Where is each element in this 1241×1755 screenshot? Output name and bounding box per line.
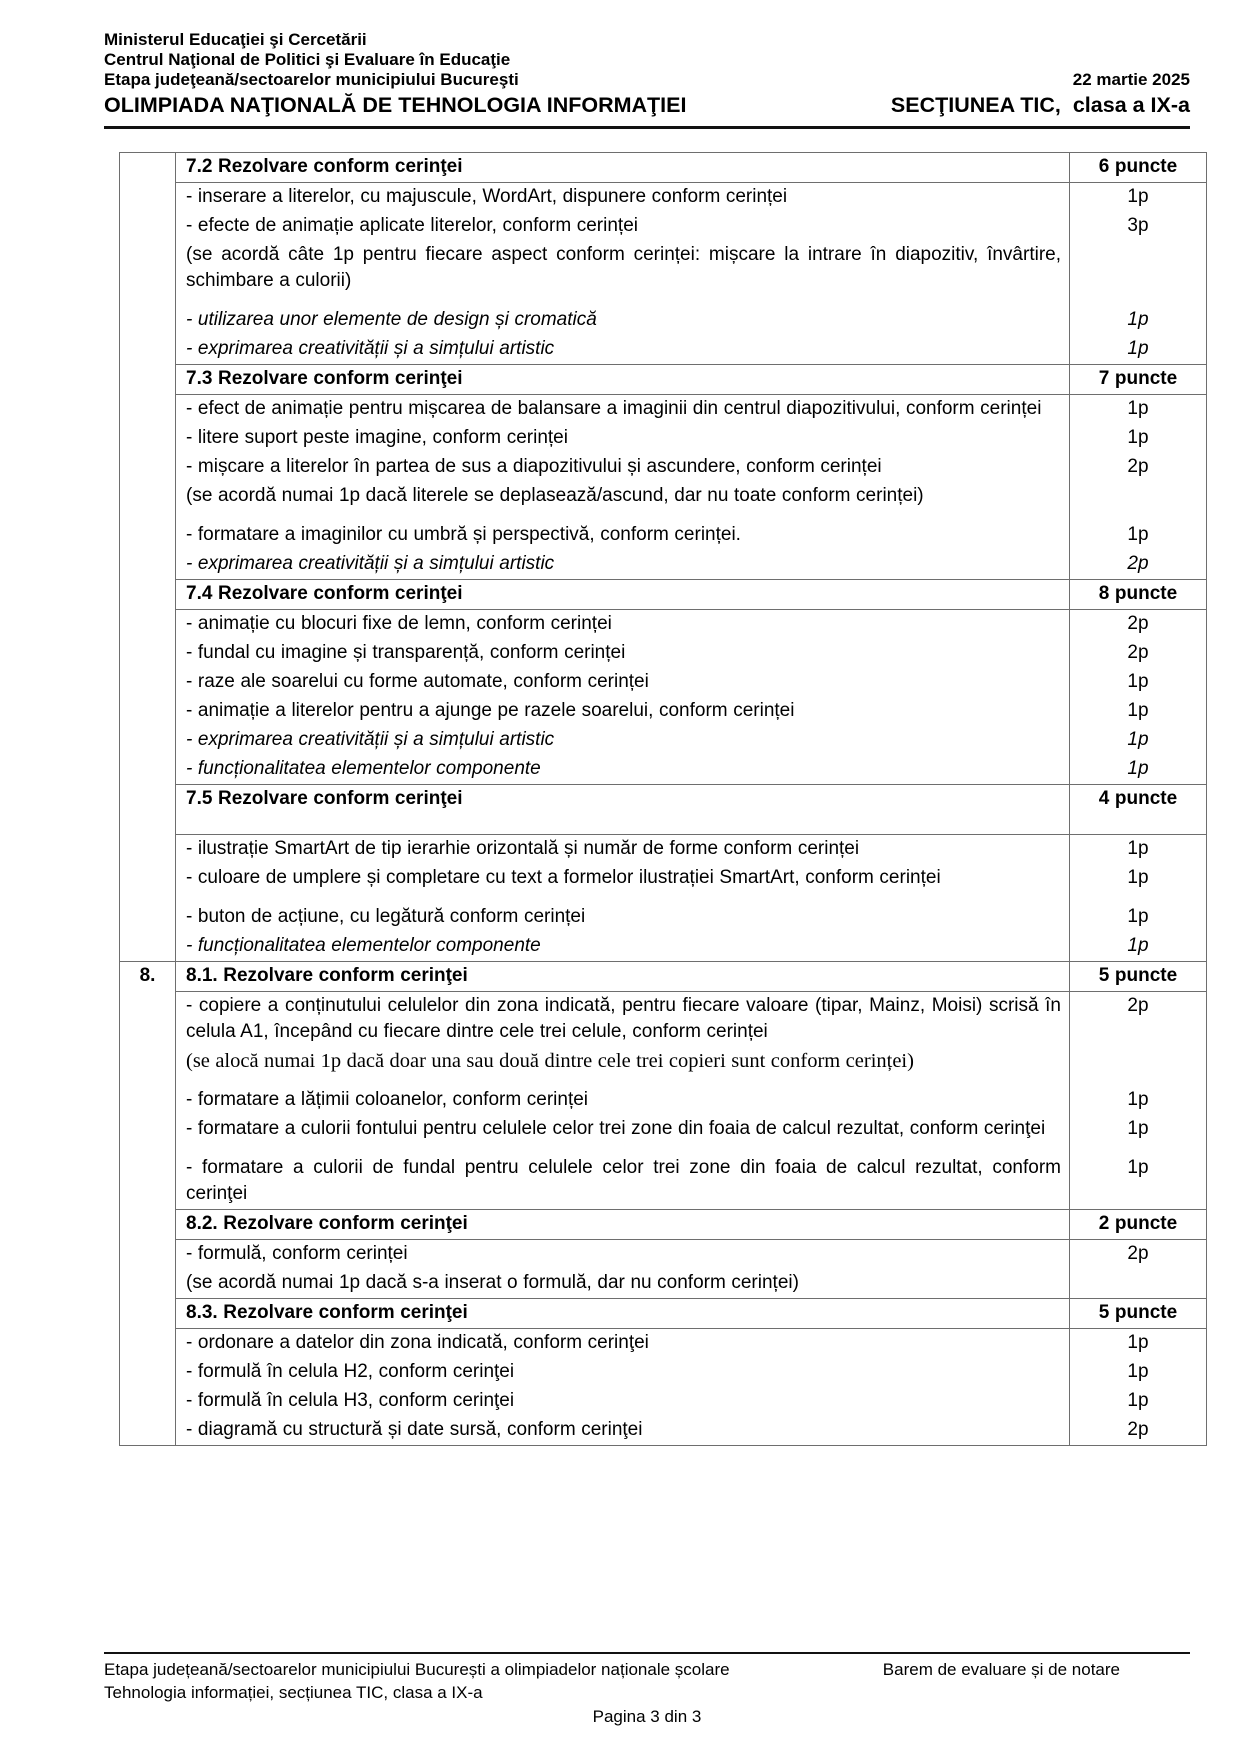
task-number-empty [120, 1329, 176, 1359]
criterion-row [120, 183, 1207, 213]
criterion-text: - utilizarea unor elemente de design și cromatică [186, 309, 597, 330]
criterion-row [120, 453, 1207, 482]
criterion-points: 1p [1070, 932, 1207, 962]
task-number-empty [120, 726, 176, 755]
criterion-row [120, 1115, 1207, 1144]
criterion-points: 2p [1070, 639, 1207, 668]
criterion-text: (se acordă numai 1p dacă literele se deplasează/ascund, dar nu toate conform cerinței) [186, 485, 924, 506]
criterion-text: - efecte de animație aplicate literelor, conform cerinței [186, 215, 638, 236]
criterion-text: - copiere a conținutului celulelor din zona indicată, pentru fiecare valoare (tipar, Mainz, Moisi) scrisă în celula A1, începând cu fiecare dintre cele trei celule, conform cerinței [186, 995, 1061, 1042]
task-number [120, 365, 176, 395]
section-title: 8.1. Rezolvare conform cerinţei [176, 962, 1070, 992]
criterion-row [120, 755, 1207, 785]
header-rule [104, 126, 1190, 129]
task-number-empty [120, 395, 176, 425]
section-points: 7 puncte [1070, 365, 1207, 395]
task-number-empty [120, 835, 176, 865]
criterion-points: 1p [1070, 1387, 1207, 1416]
criterion-points [1070, 482, 1207, 511]
criterion-row [120, 835, 1207, 865]
criterion-row [120, 424, 1207, 453]
criterion-points: 1p [1070, 395, 1207, 425]
criterion-text: (se acordă câte 1p pentru fiecare aspect conform cerinței: mișcare la intrare în diapozitiv, învârtire, schimbare a culorii) [186, 244, 1061, 291]
criterion-points [1070, 241, 1207, 296]
criterion-text: - litere suport peste imagine, conform cerinței [186, 427, 568, 448]
criterion-text: - diagramă cu structură și date sursă, conform cerinţei [186, 1419, 643, 1440]
criterion-row [120, 1144, 1207, 1210]
section-points: 6 puncte [1070, 153, 1207, 183]
section-points: 5 puncte [1070, 1299, 1207, 1329]
task-number: 8. [120, 962, 176, 992]
criterion-points: 1p [1070, 1358, 1207, 1387]
section-points: 4 puncte [1070, 785, 1207, 835]
criterion-text: - ordonare a datelor din zona indicată, conform cerinţei [186, 1332, 649, 1353]
section-header-row [120, 365, 1207, 395]
criterion-row [120, 610, 1207, 640]
date-label: 22 martie 2025 [1072, 70, 1190, 89]
criterion-row [120, 697, 1207, 726]
criterion-row [120, 335, 1207, 365]
section-points: 8 puncte [1070, 580, 1207, 610]
criterion-row [120, 550, 1207, 580]
section-points: 2 puncte [1070, 1210, 1207, 1240]
criterion-text: - exprimarea creativității și a simțului artistic [186, 338, 555, 359]
criterion-text: - ilustrație SmartArt de tip ierarhie orizontală și număr de forme conform cerinței [186, 838, 860, 859]
document-footer [104, 1652, 1190, 1728]
criterion-points [1070, 1047, 1207, 1076]
criterion-row [120, 212, 1207, 241]
criterion-points: 1p [1070, 424, 1207, 453]
section-header-row [120, 153, 1207, 183]
criterion-text: - exprimarea creativității și a simțului artistic [186, 729, 555, 750]
section-header-row [120, 580, 1207, 610]
section-header-row [120, 785, 1207, 835]
criterion-row [120, 992, 1207, 1048]
criterion-text: - culoare de umplere și completare cu text a formelor ilustrației SmartArt, conform cerinței [186, 867, 941, 888]
document-header [104, 30, 1190, 129]
task-number-empty [120, 1115, 176, 1144]
criterion-text: - exprimarea creativității și a simțului artistic [186, 553, 555, 574]
task-number-empty [120, 335, 176, 365]
criterion-points: 1p [1070, 1076, 1207, 1115]
criterion-points: 1p [1070, 668, 1207, 697]
criterion-row [120, 864, 1207, 893]
scoring-table [119, 152, 1207, 1446]
criterion-points: 2p [1070, 550, 1207, 580]
task-number-empty [120, 1240, 176, 1270]
criterion-points: 1p [1070, 511, 1207, 550]
criterion-row [120, 668, 1207, 697]
task-number-empty [120, 992, 176, 1048]
section-header-row [120, 1299, 1207, 1329]
olympiad-title: OLIMPIADA NAŢIONALĂ DE TEHNOLOGIA INFORMAŢIEI [104, 93, 687, 117]
criterion-text: - inserare a literelor, cu majuscule, WordArt, dispunere conform cerinței [186, 186, 788, 207]
section-class-label: SECŢIUNEA TIC, clasa a IX-a [890, 93, 1190, 117]
criterion-text: - formulă în celula H2, conform cerinţei [186, 1361, 515, 1382]
criterion-points: 1p [1070, 726, 1207, 755]
task-number-empty [120, 755, 176, 785]
criterion-text: - formulă în celula H3, conform cerinţei [186, 1390, 515, 1411]
task-number [120, 580, 176, 610]
criterion-row [120, 241, 1207, 296]
criterion-points: 1p [1070, 1329, 1207, 1359]
criterion-text: - animație cu blocuri fixe de lemn, conform cerinței [186, 613, 612, 634]
criterion-text: - mișcare a literelor în partea de sus a diapozitivului și ascundere, conform cerinței [186, 456, 882, 477]
task-number-empty [120, 1144, 176, 1210]
task-number [120, 1299, 176, 1329]
task-number [120, 785, 176, 835]
task-number [120, 1210, 176, 1240]
ministry-name: Ministerul Educaţiei şi Cercetării [104, 30, 367, 49]
task-number-empty [120, 1076, 176, 1115]
task-number-empty [120, 1358, 176, 1387]
criterion-text: - fundal cu imagine și transparență, conform cerinței [186, 642, 626, 663]
criterion-points: 1p [1070, 697, 1207, 726]
task-number-empty [120, 453, 176, 482]
task-number-empty [120, 482, 176, 511]
task-number-empty [120, 610, 176, 640]
footer-barem-label: Barem de evaluare și de notare [882, 1660, 1120, 1679]
criterion-row [120, 893, 1207, 932]
criterion-text: - formatare a culorii fontului pentru celulele celor trei zone din foaia de calcul rezultat, conform cerinţei [186, 1118, 1046, 1139]
section-title: 7.3 Rezolvare conform cerinţei [176, 365, 1070, 395]
section-title: 8.3. Rezolvare conform cerinţei [176, 1299, 1070, 1329]
footer-subject-line: Tehnologia informației, secțiunea TIC, clasa a IX-a [104, 1683, 483, 1702]
section-title: 7.2 Rezolvare conform cerinţei [176, 153, 1070, 183]
criterion-points: 2p [1070, 992, 1207, 1048]
criterion-text: - raze ale soarelui cu forme automate, conform cerinței [186, 671, 649, 692]
criterion-text: (se alocă numai 1p dacă doar una sau două dintre cele trei copieri sunt conform cerinței) [186, 1050, 914, 1072]
criterion-points: 1p [1070, 1144, 1207, 1210]
criterion-text: - formatare a culorii de fundal pentru celulele celor trei zone din foaia de calcul rezultat, conform cerinţei [186, 1157, 1061, 1204]
task-number-empty [120, 864, 176, 893]
task-number-empty [120, 183, 176, 213]
task-number-empty [120, 1416, 176, 1446]
criterion-row [120, 395, 1207, 425]
criterion-row [120, 296, 1207, 335]
criterion-row [120, 639, 1207, 668]
criterion-row [120, 1358, 1207, 1387]
task-number-empty [120, 893, 176, 932]
task-number-empty [120, 241, 176, 296]
center-name: Centrul Naţional de Politici şi Evaluare în Educaţie [104, 50, 511, 69]
criterion-row [120, 1076, 1207, 1115]
criterion-points: 1p [1070, 335, 1207, 365]
criterion-points: 1p [1070, 183, 1207, 213]
criterion-points: 2p [1070, 610, 1207, 640]
section-title: 8.2. Rezolvare conform cerinţei [176, 1210, 1070, 1240]
criterion-text: (se acordă numai 1p dacă s-a inserat o formulă, dar nu conform cerinței) [186, 1272, 799, 1293]
footer-rule [104, 1652, 1190, 1654]
criterion-row [120, 482, 1207, 511]
stage-label: Etapa judeţeană/sectoarelor municipiului Bucureşti [104, 70, 519, 89]
task-number-empty [120, 932, 176, 962]
section-header-row [120, 1210, 1207, 1240]
criterion-text: - funcționalitatea elementelor componente [186, 758, 541, 779]
page-number: Pagina 3 din 3 [592, 1707, 702, 1726]
criterion-points [1070, 1269, 1207, 1299]
task-number-empty [120, 511, 176, 550]
rubric-table-container [119, 152, 1206, 1446]
task-number-empty [120, 697, 176, 726]
task-number [120, 153, 176, 183]
criterion-row [120, 511, 1207, 550]
criterion-text: - formatare a imaginilor cu umbră și perspectivă, conform cerinței. [186, 524, 741, 545]
criterion-points: 2p [1070, 1240, 1207, 1270]
criterion-points: 1p [1070, 893, 1207, 932]
criterion-row [120, 1047, 1207, 1076]
criterion-row [120, 1387, 1207, 1416]
criterion-points: 1p [1070, 296, 1207, 335]
criterion-points: 3p [1070, 212, 1207, 241]
section-points: 5 puncte [1070, 962, 1207, 992]
task-number-empty [120, 639, 176, 668]
task-number-empty [120, 424, 176, 453]
task-number-empty [120, 296, 176, 335]
criterion-text: - animație a literelor pentru a ajunge pe razele soarelui, conform cerinței [186, 700, 795, 721]
criterion-points: 1p [1070, 835, 1207, 865]
task-number-empty [120, 1387, 176, 1416]
task-number-empty [120, 668, 176, 697]
criterion-text: - formulă, conform cerinței [186, 1243, 408, 1264]
criterion-points: 1p [1070, 755, 1207, 785]
criterion-points: 1p [1070, 1115, 1207, 1144]
section-title: 7.5 Rezolvare conform cerinţei [176, 785, 1070, 835]
criterion-row [120, 1329, 1207, 1359]
task-number-empty [120, 1269, 176, 1299]
criterion-text: - buton de acțiune, cu legătură conform cerinței [186, 906, 586, 927]
task-number-empty [120, 550, 176, 580]
task-number-empty [120, 1047, 176, 1076]
criterion-row [120, 726, 1207, 755]
criterion-points: 1p [1070, 864, 1207, 893]
criterion-text: - formatare a lățimii coloanelor, conform cerinței [186, 1089, 589, 1110]
section-title: 7.4 Rezolvare conform cerinţei [176, 580, 1070, 610]
criterion-text: - funcționalitatea elementelor componente [186, 935, 541, 956]
criterion-text: - efect de animație pentru mișcarea de balansare a imaginii din centrul diapozitivului, conform cerinței [186, 398, 1042, 419]
criterion-row [120, 932, 1207, 962]
criterion-points: 2p [1070, 453, 1207, 482]
criterion-row [120, 1416, 1207, 1446]
task-number-empty [120, 212, 176, 241]
criterion-row [120, 1240, 1207, 1270]
criterion-points: 2p [1070, 1416, 1207, 1446]
criterion-row [120, 1269, 1207, 1299]
footer-stage-line: Etapa județeană/sectoarelor municipiului București a olimpiadelor naționale școlare [104, 1660, 730, 1679]
section-header-row [120, 962, 1207, 992]
